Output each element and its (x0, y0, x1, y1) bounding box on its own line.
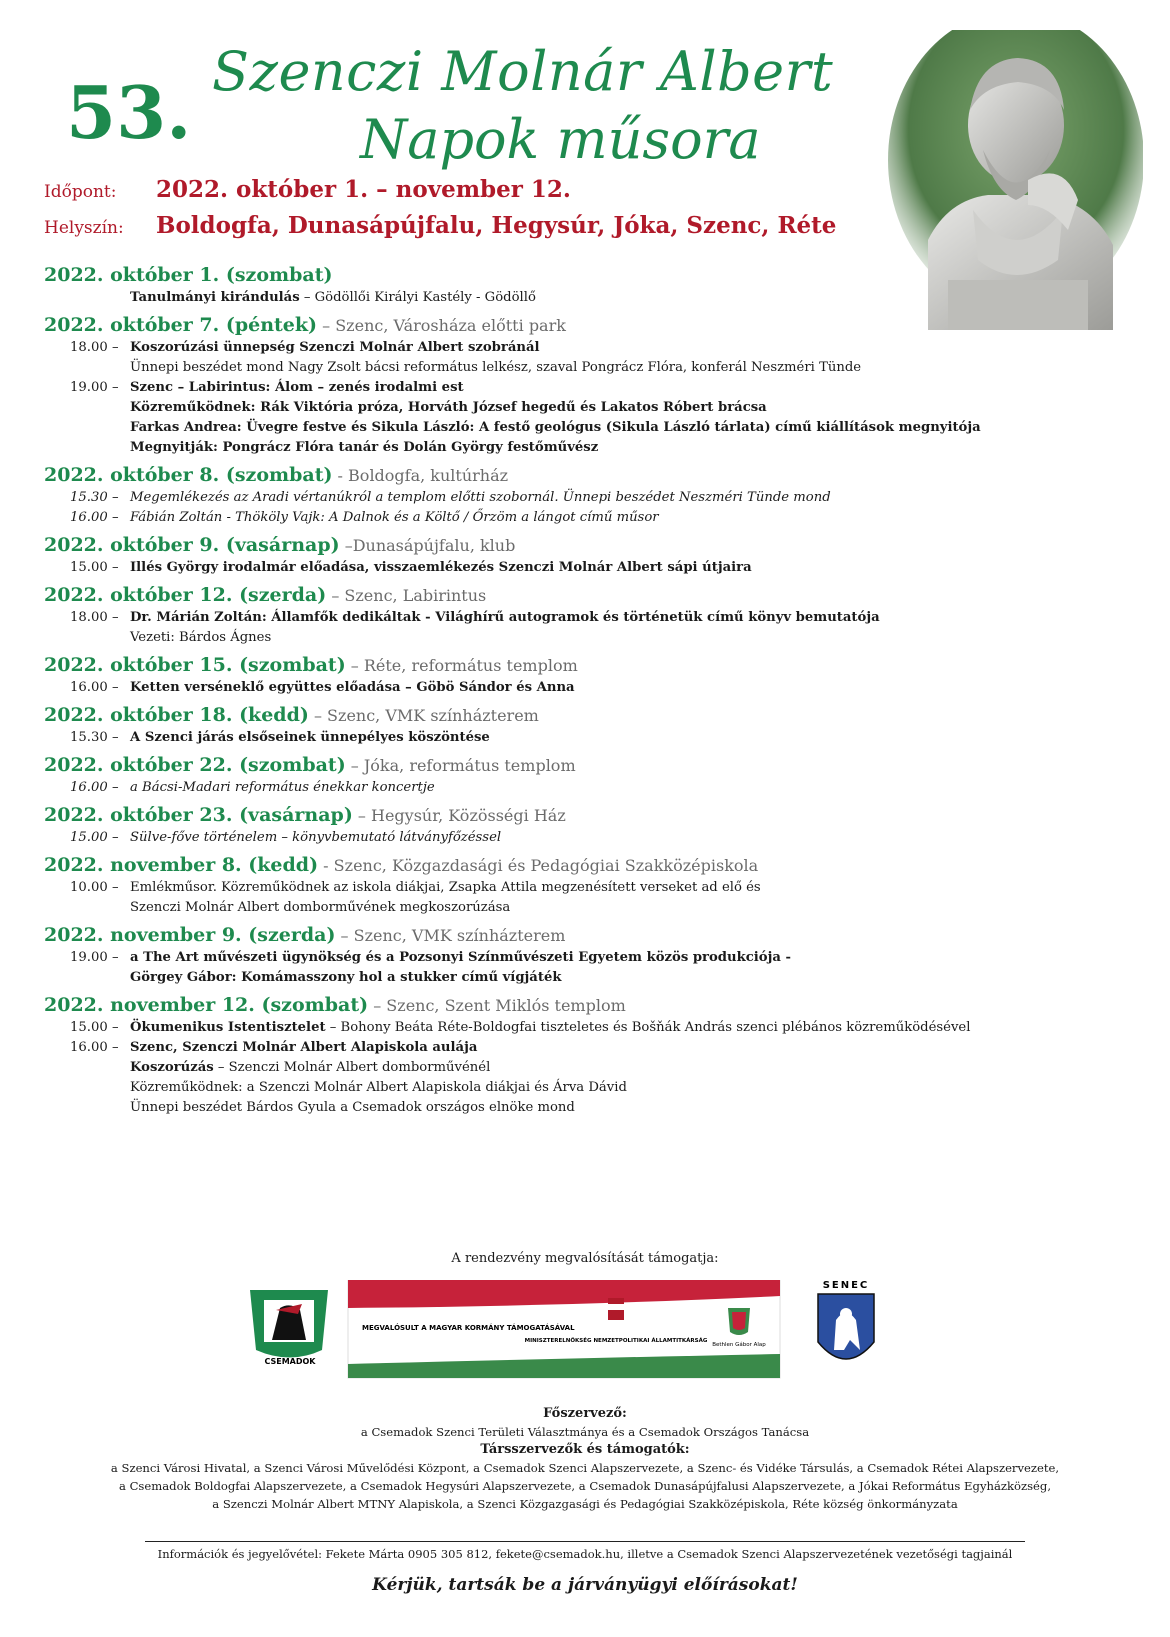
program-day (44, 752, 1144, 798)
program-day (44, 992, 1144, 1118)
co-organizers-line: a Csemadok Boldogfai Alapszervezete, a Csemadok Hegysúri Alapszervezete, a Csemadok Dunasápújfalusi Alapszervezete, a Jókai Református Egyházközség, (118, 1479, 1052, 1493)
program-list (44, 258, 1144, 1118)
program-event (44, 1038, 1144, 1058)
event-title: a The Art művészeti ügynökség és a Pozsonyi Színművészeti Egyetem közös produkciója - (130, 950, 791, 965)
event-detail: Megemlékezés az Aradi vértanúkról a templom előtti szobornál. Ünnepi beszédet Neszméri Tünde mond (130, 490, 831, 505)
day-date: 2022. október 15. (szombat) (44, 654, 346, 676)
day-place: - Szenc, Közgazdasági és Pedagógiai Szakközépiskola (318, 856, 759, 875)
program-day (44, 702, 1144, 748)
day-place: – Szenc, Városháza előtti park (317, 316, 566, 335)
day-place: - Boldogfa, kultúrház (332, 466, 509, 485)
day-heading (44, 992, 1144, 1018)
event-time: 16.00 – (70, 1040, 119, 1055)
event-time: 15.00 – (70, 1020, 119, 1035)
program-event (44, 1058, 1144, 1118)
program-event (44, 558, 1144, 578)
co-organizers-label: Társszervezők és támogatók: (480, 1442, 690, 1457)
event-time: 16.00 – (70, 680, 119, 695)
event-subline: Közreműködnek: a Szenczi Molnár Albert Alapiskola diákjai és Árva Dávid (130, 1080, 627, 1095)
program-event (44, 828, 1144, 848)
program-day (44, 922, 1144, 988)
day-date: 2022. október 8. (szombat) (44, 464, 333, 486)
program-day (44, 582, 1144, 648)
event-time: 18.00 – (70, 340, 119, 355)
day-place: – Hegysúr, Közösségi Ház (352, 806, 566, 825)
day-date: 2022. október 22. (szombat) (44, 754, 346, 776)
health-plea: Kérjük, tartsák be a járványügyi előírásokat! (372, 1575, 798, 1595)
sponsor-logos (250, 1280, 920, 1390)
event-time: 15.00 – (70, 830, 119, 845)
program-day (44, 532, 1144, 578)
info-line: Információk és jegyelővétel: Fekete Márta 0905 305 812, fekete@csemadok.hu, illetve a Csemadok Szenci Alapszervezetének vezetőségi tagjainál (145, 1541, 1025, 1561)
co-organizers-line: a Szenczi Molnár Albert MTNY Alapiskola, a Szenci Közgazgasági és Pedagógiai Szakközépiskola, Réte község önkormányzata (212, 1497, 958, 1511)
edition-number: 53. (66, 70, 192, 155)
program-event (44, 378, 1144, 458)
government-banner (348, 1280, 780, 1378)
program-event (44, 508, 1144, 528)
day-heading (44, 312, 1144, 338)
day-heading (44, 852, 1144, 878)
date-row (44, 176, 571, 203)
day-place: – Szenc, VMK színházterem (335, 926, 566, 945)
program-day (44, 802, 1144, 848)
event-time: 15.00 – (70, 560, 119, 575)
co-organizers-line: a Szenci Városi Hivatal, a Szenci Városi Művelődési Központ, a Csemadok Szenci Alapszervezete, a Szenc- és Vidéke Társulás, a Csemadok Rétei Alapszervezete, (110, 1461, 1060, 1475)
day-place: – Jóka, református templom (345, 756, 576, 775)
organizers (0, 1405, 1170, 1513)
event-title: Szenc – Labirintus: Álom – zenés irodalmi est (130, 380, 464, 395)
event-detail: a Bácsi-Madari református énekkar koncertje (130, 780, 435, 795)
event-detail: – Bohony Beáta Réte-Boldogfai tiszteletes és Bošňák András szenci plébános közreműködésével (325, 1020, 971, 1035)
event-time: 15.30 – (70, 490, 119, 505)
date-value: 2022. október 1. – november 12. (156, 176, 571, 203)
day-heading (44, 262, 1144, 288)
csemadok-logo-text: CSEMADOK (264, 1357, 316, 1366)
support-label: A rendezvény megvalósítását támogatja: (451, 1251, 719, 1266)
program-event (44, 1018, 1144, 1038)
csemadok-logo (250, 1290, 328, 1366)
event-subline: Vezeti: Bárdos Ágnes (130, 630, 272, 645)
event-subline: Ünnepi beszédet Bárdos Gyula a Csemadok országos elnöke mond (130, 1100, 575, 1115)
day-heading (44, 802, 1144, 828)
main-organizer-label: Főszervező: (543, 1406, 627, 1421)
day-heading (44, 532, 1144, 558)
day-heading (44, 702, 1144, 728)
program-event (44, 778, 1144, 798)
day-place: – Réte, református templom (345, 656, 578, 675)
event-title: Koszorúzás (130, 1060, 214, 1075)
program-event (44, 288, 1144, 308)
program-event (44, 608, 1144, 648)
senec-text: SENEC (822, 1280, 870, 1291)
event-detail: – Gödöllői Királyi Kastély - Gödöllő (299, 290, 536, 305)
event-title: Szenc, Szenczi Molnár Albert Alapiskola aulája (130, 1040, 478, 1055)
day-date: 2022. október 9. (vasárnap) (44, 534, 340, 556)
bga-text: Bethlen Gábor Alap (712, 1342, 766, 1348)
place-value: Boldogfa, Dunasápújfalu, Hegysúr, Jóka, Szenc, Réte (156, 212, 837, 239)
program-day (44, 852, 1144, 918)
program-day (44, 462, 1144, 528)
event-subline: Szenczi Molnár Albert domborművének megkoszorúzása (130, 900, 511, 915)
event-subline: Görgey Gábor: Komámasszony hol a stukker című vígjáték (130, 970, 562, 985)
program-day (44, 312, 1144, 458)
day-date: 2022. november 9. (szerda) (44, 924, 336, 946)
event-detail: Fábián Zoltán - Thököly Vajk: A Dalnok és a Költő / Őrzöm a lángot című műsor (130, 510, 659, 525)
place-row (44, 212, 836, 239)
program-event (44, 728, 1144, 748)
ministry-text: MINISZTERELNÖKSÉG NEMZETPOLITIKAI ÁLLAMTITKÁRSÁG (524, 1338, 708, 1344)
event-time: 10.00 – (70, 880, 119, 895)
event-time: 19.00 – (70, 950, 119, 965)
title-line-1: Szenczi Molnár Albert (212, 40, 834, 103)
place-label: Helyszín: (44, 218, 124, 238)
event-time: 16.00 – (70, 780, 119, 795)
day-place: –Dunasápújfalu, klub (339, 536, 516, 555)
day-date: 2022. október 7. (péntek) (44, 314, 318, 336)
program-day (44, 262, 1144, 308)
main-organizer-value: a Csemadok Szenci Területi Választmánya és a Csemadok Országos Tanácsa (360, 1425, 810, 1439)
header (0, 0, 1170, 260)
event-time: 18.00 – (70, 610, 119, 625)
event-subline: Megnyitják: Pongrácz Flóra tanár és Dolán György festőművész (130, 440, 599, 455)
program-event (44, 488, 1144, 508)
date-label: Időpont: (44, 182, 117, 202)
day-heading (44, 462, 1144, 488)
title-line-2: Napok műsora (360, 108, 761, 171)
event-title: Koszorúzási ünnepség Szenczi Molnár Albert szobránál (130, 340, 540, 355)
day-place: – Szenc, Labirintus (326, 586, 487, 605)
event-title: A Szenci járás elsőseinek ünnepélyes köszöntése (130, 730, 490, 745)
senec-logo (818, 1280, 874, 1359)
event-subline: Farkas Andrea: Üvegre festve és Sikula László: A festő geológus (Sikula László tárlata) című kiállítások megnyitója (130, 420, 981, 435)
day-date: 2022. október 18. (kedd) (44, 704, 309, 726)
event-subline: Közreműködnek: Rák Viktória próza, Horváth József hegedű és Lakatos Róbert brácsa (130, 400, 767, 415)
day-heading (44, 752, 1144, 778)
event-time: 16.00 – (70, 510, 119, 525)
event-time: 15.30 – (70, 730, 119, 745)
program-day (44, 652, 1144, 698)
day-date: 2022. október 1. (szombat) (44, 264, 333, 286)
day-date: 2022. november 8. (kedd) (44, 854, 319, 876)
event-detail: Emlékműsor. Közreműködnek az iskola diákjai, Zsapka Attila megzenésített verseket ad elő és (130, 880, 761, 895)
day-date: 2022. október 12. (szerda) (44, 584, 327, 606)
event-time: 19.00 – (70, 380, 119, 395)
event-title: Illés György irodalmár előadása, visszaemlékezés Szenczi Molnár Albert sápi útjaira (130, 560, 752, 575)
day-place: – Szenc, Szent Miklós templom (368, 996, 626, 1015)
event-subline: Ünnepi beszédet mond Nagy Zsolt bácsi református lelkész, szaval Pongrácz Flóra, konferál Neszméri Tünde (130, 360, 862, 375)
day-date: 2022. október 23. (vasárnap) (44, 804, 353, 826)
event-title: Dr. Márián Zoltán: Államfők dedikáltak - Világhírű autogramok és történetük című könyv bemutatója (130, 610, 880, 625)
event-detail: Sülve-főve történelem – könyvbemutató látványfőzéssel (130, 830, 502, 845)
program-event (44, 678, 1144, 698)
event-title: Ketten verséneklő együttes előadása – Göbö Sándor és Anna (130, 680, 575, 695)
event-title: Tanulmányi kirándulás (130, 290, 300, 305)
day-heading (44, 652, 1144, 678)
day-date: 2022. november 12. (szombat) (44, 994, 369, 1016)
day-heading (44, 922, 1144, 948)
event-detail: – Szenczi Molnár Albert domborművénél (213, 1060, 491, 1075)
day-place: – Szenc, VMK színházterem (308, 706, 539, 725)
gov-banner-text: MEGVALÓSULT A MAGYAR KORMÁNY TÁMOGATÁSÁVAL (362, 1324, 575, 1332)
program-event (44, 878, 1144, 918)
program-event (44, 338, 1144, 378)
event-title: Ökumenikus Istentisztelet (130, 1020, 326, 1035)
program-event (44, 948, 1144, 988)
day-heading (44, 582, 1144, 608)
